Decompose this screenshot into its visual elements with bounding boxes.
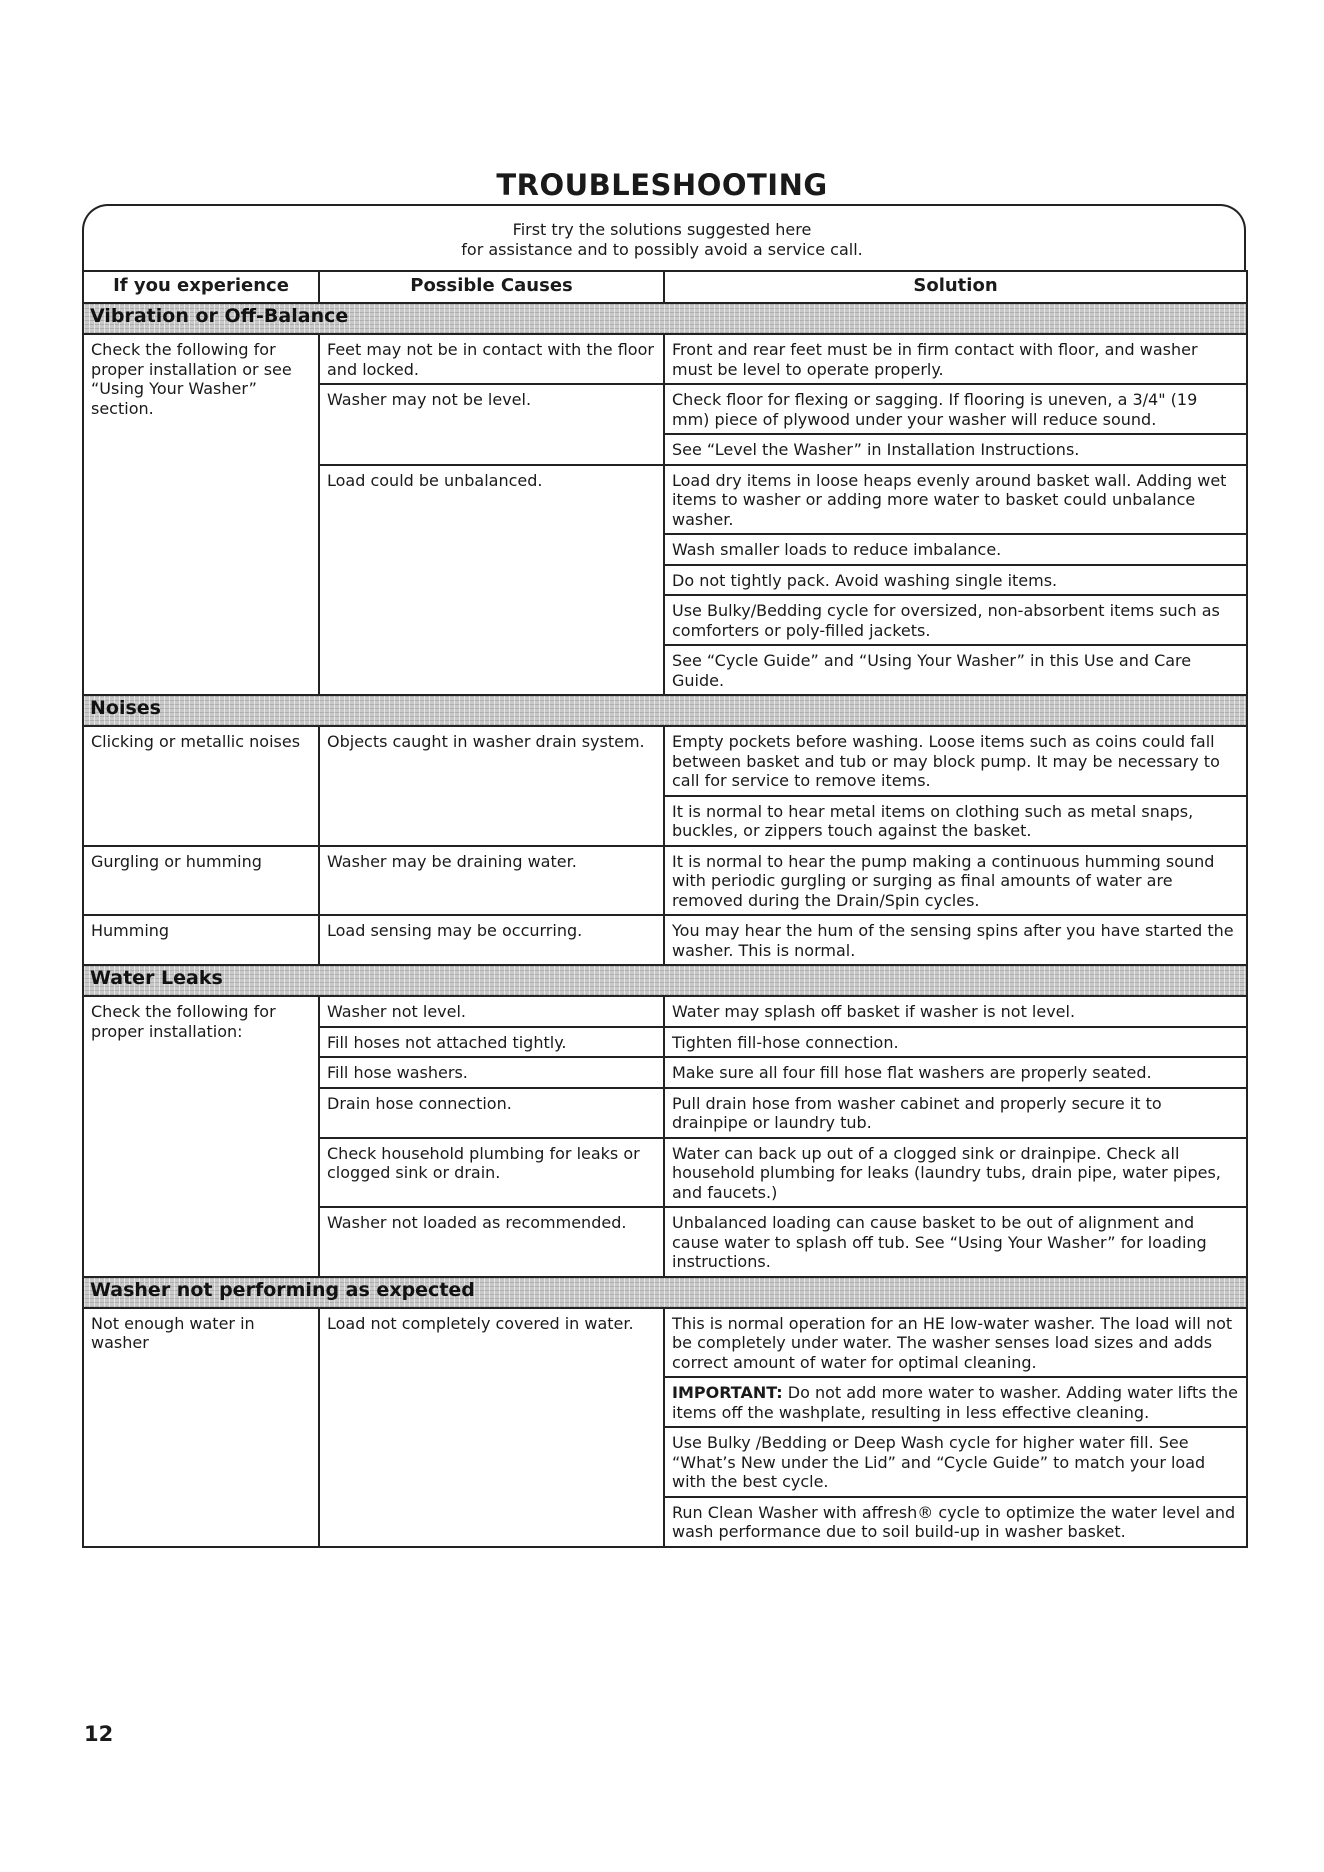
table-row — [83, 846, 1247, 916]
solution-cell: See “Cycle Guide” and “Using Your Washer” in this Use and Care Guide. — [664, 645, 1247, 695]
solution-cell: It is normal to hear the pump making a continuous humming sound with periodic gurgling or surging as final amounts of water are removed during the Drain/Spin cycles. — [664, 846, 1247, 916]
solution-cell: Water may splash off basket if washer is not level. — [664, 996, 1247, 1027]
cause-cell: Feet may not be in contact with the floor and locked. — [319, 334, 664, 384]
solution-cell: Tighten fill-hose connection. — [664, 1027, 1247, 1058]
cause-cell: Washer may be draining water. — [319, 846, 664, 916]
solution-cell-important — [664, 1377, 1247, 1427]
section-title: Noises — [83, 695, 1247, 726]
cause-cell: Check household plumbing for leaks or clogged sink or drain. — [319, 1138, 664, 1208]
solution-cell: Use Bulky/Bedding cycle for oversized, non-absorbent items such as comforters or poly-filled jackets. — [664, 595, 1247, 645]
table-row — [83, 1308, 1247, 1378]
solution-cell: Empty pockets before washing. Loose items such as coins could fall between basket and tub or may block pump. It may be necessary to call for service to remove items. — [664, 726, 1247, 796]
solution-cell: Front and rear feet must be in firm contact with floor, and washer must be level to operate properly. — [664, 334, 1247, 384]
cause-cell: Load not completely covered in water. — [319, 1308, 664, 1547]
solution-cell: You may hear the hum of the sensing spins after you have started the washer. This is normal. — [664, 915, 1247, 965]
troubleshooting-table — [82, 270, 1248, 1548]
header-experience: If you experience — [83, 271, 319, 303]
table-row — [83, 726, 1247, 796]
cause-cell: Objects caught in washer drain system. — [319, 726, 664, 846]
intro-line-2: for assistance and to possibly avoid a service call. — [461, 240, 863, 259]
experience-cell: Check the following for proper installation or see “Using Your Washer” section. — [83, 334, 319, 695]
solution-cell: Pull drain hose from washer cabinet and properly secure it to drainpipe or laundry tub. — [664, 1088, 1247, 1138]
solution-cell: See “Level the Washer” in Installation Instructions. — [664, 434, 1247, 465]
section-header-leaks — [83, 965, 1247, 996]
solution-cell: It is normal to hear metal items on clothing such as metal snaps, buckles, or zippers touch against the basket. — [664, 796, 1247, 846]
cause-cell: Washer may not be level. — [319, 384, 664, 465]
page-number: 12 — [84, 1722, 114, 1746]
solution-cell: Water can back up out of a clogged sink or drainpipe. Check all household plumbing for leaks (laundry tubs, drain pipe, water pipes, and faucets.) — [664, 1138, 1247, 1208]
experience-cell: Clicking or metallic noises — [83, 726, 319, 846]
table-row — [83, 334, 1247, 384]
table-row — [83, 996, 1247, 1027]
header-causes: Possible Causes — [319, 271, 664, 303]
solution-cell: Check floor for flexing or sagging. If flooring is uneven, a 3/4" (19 mm) piece of plywood under your washer will reduce sound. — [664, 384, 1247, 434]
solution-cell: Run Clean Washer with affresh® cycle to optimize the water level and wash performance due to soil build-up in washer basket. — [664, 1497, 1247, 1547]
page-title: TROUBLESHOOTING — [496, 168, 828, 202]
cause-cell: Load sensing may be occurring. — [319, 915, 664, 965]
cause-cell: Washer not loaded as recommended. — [319, 1207, 664, 1277]
experience-cell: Humming — [83, 915, 319, 965]
cause-cell: Fill hoses not attached tightly. — [319, 1027, 664, 1058]
cause-cell: Fill hose washers. — [319, 1057, 664, 1088]
intro-line-1: First try the solutions suggested here — [512, 220, 812, 239]
solution-cell: Wash smaller loads to reduce imbalance. — [664, 534, 1247, 565]
section-header-vibration — [83, 303, 1247, 334]
experience-cell: Gurgling or humming — [83, 846, 319, 916]
intro-text — [0, 220, 1324, 260]
section-title: Washer not performing as expected — [83, 1277, 1247, 1308]
cause-cell: Washer not level. — [319, 996, 664, 1027]
experience-cell: Check the following for proper installation: — [83, 996, 319, 1277]
solution-cell: Load dry items in loose heaps evenly around basket wall. Adding wet items to washer or adding more water to basket could unbalance washer. — [664, 465, 1247, 535]
solution-cell: This is normal operation for an HE low-water washer. The load will not be completely under water. The washer senses load sizes and adds correct amount of water for optimal cleaning. — [664, 1308, 1247, 1378]
section-header-noises — [83, 695, 1247, 726]
solution-cell: Unbalanced loading can cause basket to be out of alignment and cause water to splash off tub. See “Using Your Washer” for loading instructions. — [664, 1207, 1247, 1277]
table-row — [83, 915, 1247, 965]
important-text: Do not add more water to washer. Adding water lifts the items off the washplate, resulting in less effective cleaning. — [672, 1383, 1238, 1422]
solution-cell: Make sure all four fill hose flat washers are properly seated. — [664, 1057, 1247, 1088]
important-label: IMPORTANT: — [672, 1383, 783, 1402]
solution-cell: Use Bulky /Bedding or Deep Wash cycle for higher water fill. See “What’s New under the Lid” and “Cycle Guide” to match your load with the best cycle. — [664, 1427, 1247, 1497]
header-row — [83, 271, 1247, 303]
experience-cell: Not enough water in washer — [83, 1308, 319, 1547]
cause-cell: Load could be unbalanced. — [319, 465, 664, 696]
section-title: Vibration or Off-Balance — [83, 303, 1247, 334]
header-solution: Solution — [664, 271, 1247, 303]
section-title: Water Leaks — [83, 965, 1247, 996]
section-header-performing — [83, 1277, 1247, 1308]
solution-cell: Do not tightly pack. Avoid washing single items. — [664, 565, 1247, 596]
cause-cell: Drain hose connection. — [319, 1088, 664, 1138]
